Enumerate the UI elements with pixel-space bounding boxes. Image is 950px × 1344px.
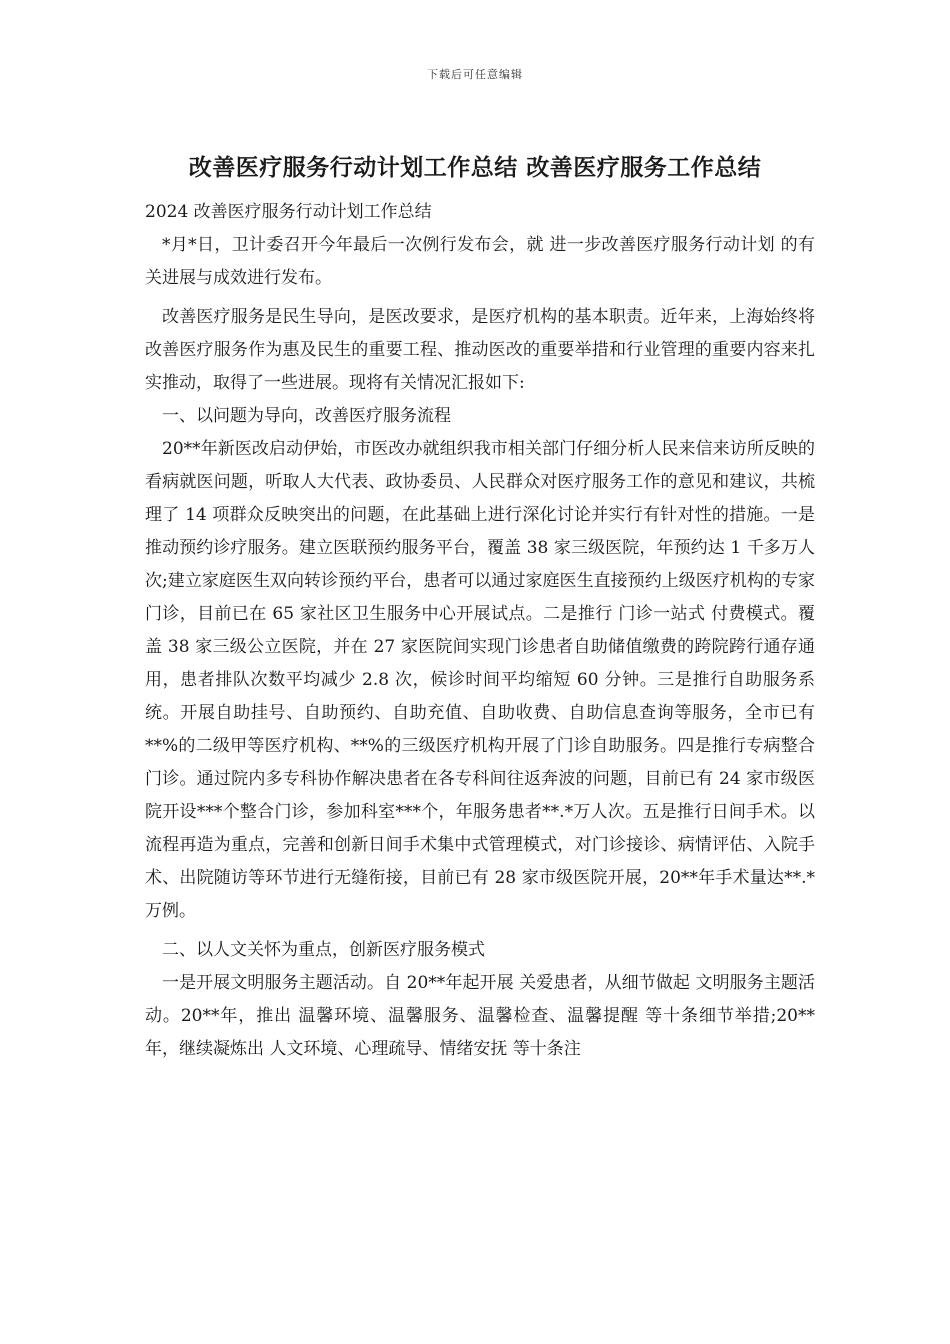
document-title: 改善医疗服务行动计划工作总结 改善医疗服务工作总结 [188, 154, 762, 181]
paragraph: 改善医疗服务是民生导向，是医改要求，是医疗机构的基本职责。近年来，上海始终将改善医疗服务作为惠及民生的重要工程、推动医改的重要举措和行业管理的重要内容来扎实推动，取得了一些进展。现将有关情况汇报如下: [145, 307, 815, 393]
header-note: 下载后可任意编辑 [427, 68, 523, 81]
subtitle-paragraph: 2024 改善医疗服务行动计划工作总结 [145, 202, 432, 222]
document-body [145, 196, 815, 1066]
section-heading: 一、以问题为导向，改善医疗服务流程 [162, 406, 451, 426]
section-heading: 二、以人文关怀为重点，创新医疗服务模式 [162, 940, 485, 960]
paragraph: 一是开展文明服务主题活动。自 20**年起开展 关爱患者，从细节做起 文明服务主题活动。20**年，推出 温馨环境、温馨服务、温馨检查、温馨提醒 等十条细节举措;20**年，继续凝炼出 人文环境、心理疏导、情绪安抚 等十条注 [145, 973, 815, 1059]
paragraph: 20**年新医改启动伊始，市医改办就组织我市相关部门仔细分析人民来信来访所反映的看病就医问题，听取人大代表、政协委员、人民群众对医疗服务工作的意见和建议，共梳理了 14 项群众反映突出的问题，在此基础上进行深化讨论并实行有针对性的措施。一是推动预约诊疗服务。建立医联预约服务平台，覆盖 38 家三级医院，年预约达 1 千多万人次;建立家庭医生双向转诊预约平台，患者可以通过家庭医生直接预约上级医疗机构的专家门诊，目前已在 65 家社区卫生服务中心开展试点。二是推行 门诊一站式 付费模式。覆盖 38 家三级公立医院，并在 27 家医院间实现门诊患者自助储值缴费的跨院跨行通存通用，患者排队次数平均减少 2.8 次，候诊时间平均缩短 60 分钟。三是推行自助服务系统。开展自助挂号、自助预约、自助充值、自助收费、自助信息查询等服务，全市已有**%的二级甲等医疗机构、**%的三级医疗机构开展了门诊自助服务。四是推行专病整合门诊。通过院内多专科协作解决患者在各专科间往返奔波的问题，目前已有 24 家市级医院开设***个整合门诊，参加科室***个，年服务患者**.*万人次。五是推行日间手术。以流程再造为重点，完善和创新日间手术集中式管理模式，对门诊接诊、病情评估、入院手术、出院随访等环节进行无缝衔接，目前已有 28 家市级医院开展，20**年手术量达**.*万例。 [145, 439, 815, 921]
paragraph: *月*日，卫计委召开今年最后一次例行发布会，就 进一步改善医疗服务行动计划 的有关进展与成效进行发布。 [145, 235, 815, 288]
